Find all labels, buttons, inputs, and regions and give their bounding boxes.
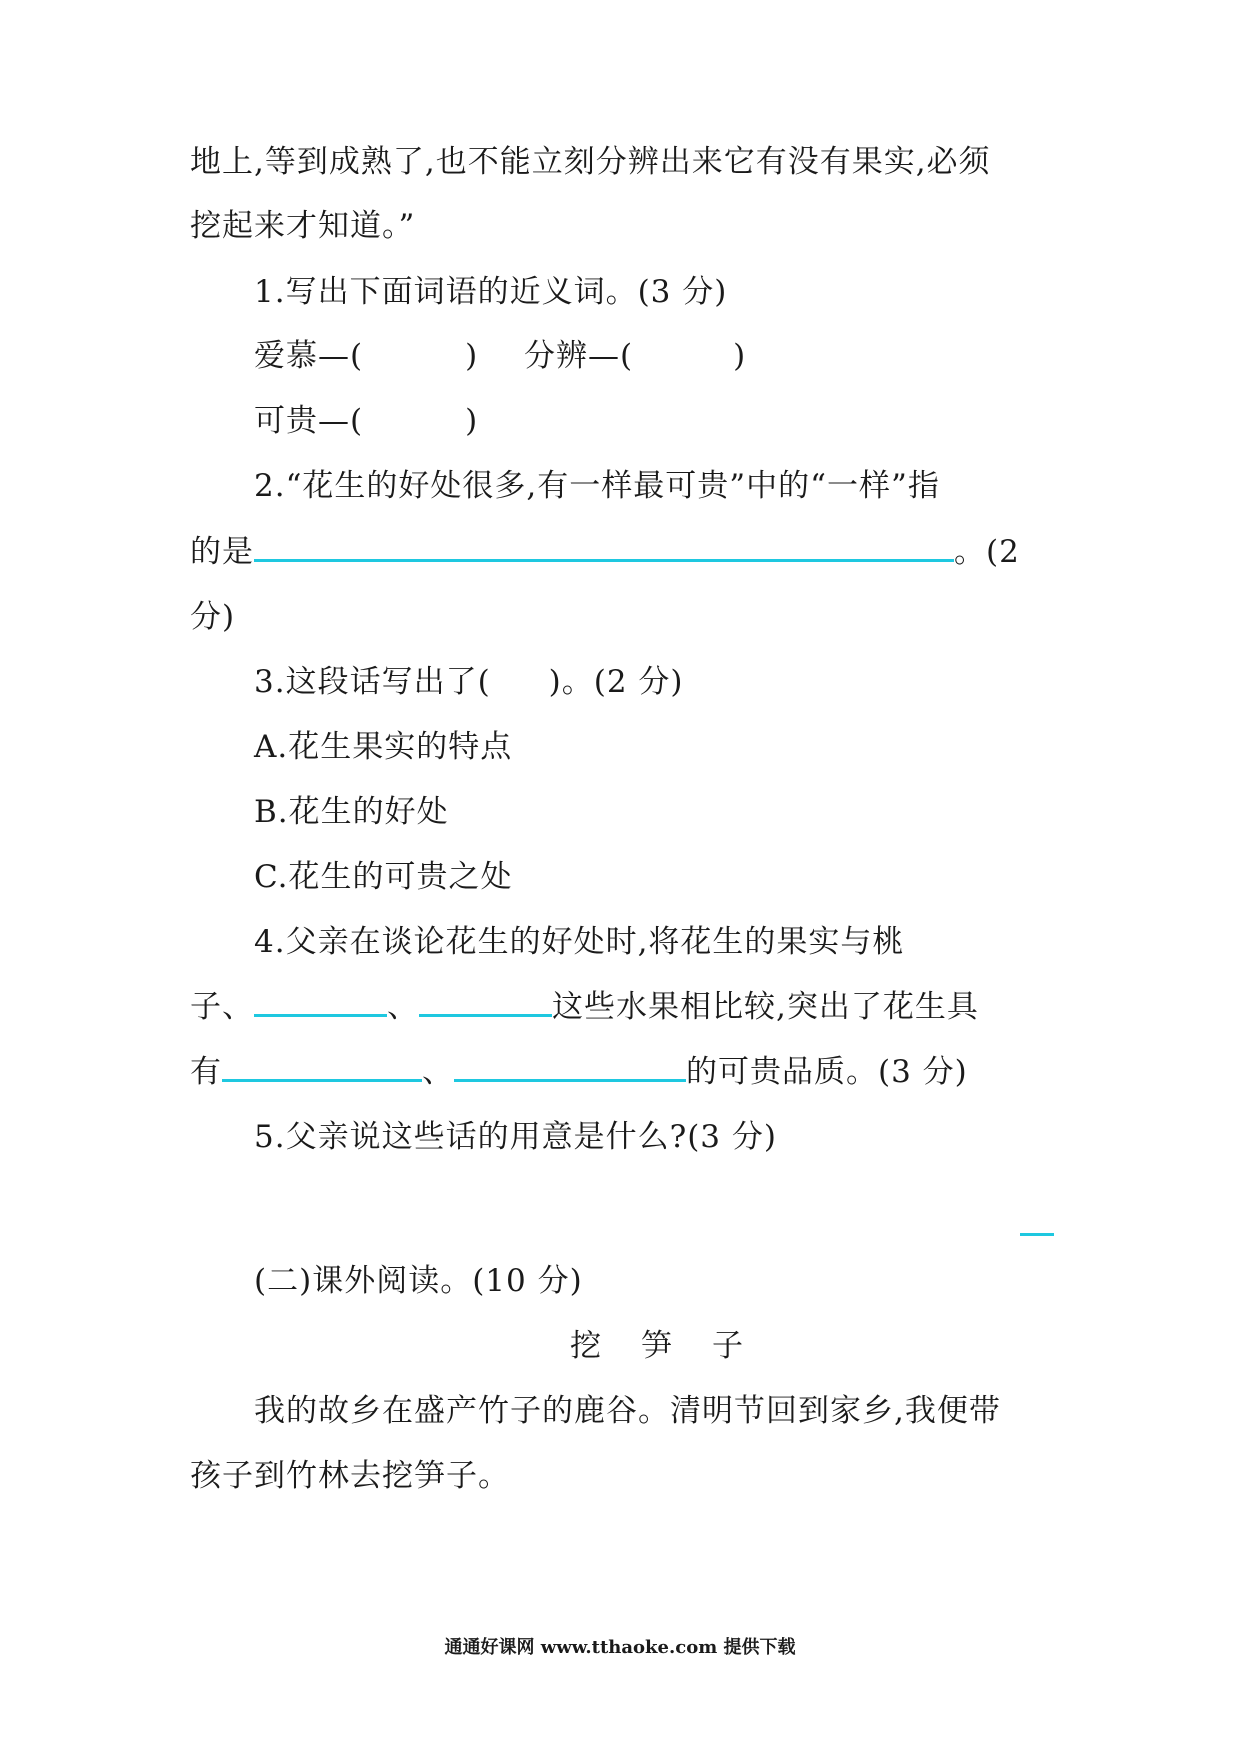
q4-line3-sep: 、	[422, 1054, 454, 1090]
q4-line3-suffix: 的可贵品质。(3 分)	[686, 1054, 968, 1090]
q1-row-1	[254, 336, 478, 376]
article-title-char-2: 笋	[641, 1328, 672, 1364]
footer-source: 通通好课网 www.tthaoke.com 提供下载	[444, 1637, 796, 1658]
q4-line-2	[190, 987, 979, 1027]
q4-line-3	[190, 1052, 968, 1092]
q2-answer-blank[interactable]	[254, 537, 954, 562]
q3-option-a: A.花生果实的特点	[254, 729, 513, 765]
article-title-char-1: 挖	[570, 1328, 601, 1364]
q4-line2-sep: 、	[387, 989, 419, 1025]
q1-row-1b	[524, 336, 746, 376]
passage-line-2: 挖起来才知道。”	[190, 208, 416, 244]
q1-stem: 1.写出下面词语的近义词。(3 分)	[254, 274, 728, 310]
q4-blank-1[interactable]	[254, 992, 387, 1017]
article-para-line-2: 孩子到竹林去挖笋子。	[190, 1458, 510, 1494]
q1-item2-prefix: 分辨—(	[524, 338, 634, 374]
q4-line-1: 4.父亲在谈论花生的好处时,将花生的果实与桃	[254, 924, 905, 960]
q4-blank-2[interactable]	[419, 992, 552, 1017]
q1-item3-prefix: 可贵—(	[254, 403, 364, 439]
q4-line2-suffix: 这些水果相比较,突出了花生具	[552, 989, 979, 1025]
article-title	[570, 1326, 743, 1366]
article-title-char-3: 子	[712, 1328, 743, 1364]
article-para-line-1: 我的故乡在盛产竹子的鹿谷。清明节回到家乡,我便带	[254, 1393, 1001, 1429]
q3-option-b: B.花生的好处	[254, 794, 449, 830]
q2-stem-line-3: 分)	[190, 599, 236, 635]
q1-item2-suffix: )	[733, 338, 747, 374]
q3-stem	[254, 662, 684, 702]
q2-suffix: 。(2	[954, 534, 1020, 570]
q4-blank-3[interactable]	[222, 1057, 422, 1082]
section2-heading: (二)课外阅读。(10 分)	[254, 1263, 583, 1299]
q2-stem-line-2	[190, 532, 1020, 572]
q3-option-c: C.花生的可贵之处	[254, 859, 513, 895]
passage-line-1: 地上,等到成熟了,也不能立刻分辨出来它有没有果实,必须	[190, 144, 991, 180]
q1-item3-suffix: )	[465, 403, 479, 439]
q2-prefix: 的是	[190, 534, 254, 570]
q1-item1-suffix: )	[465, 338, 479, 374]
q3-prefix: 3.这段话写出了(	[254, 664, 491, 700]
q2-stem-line-1: 2.“花生的好处很多,有一样最可贵”中的“一样”指	[254, 468, 940, 504]
q1-row-2	[254, 401, 478, 441]
q4-blank-4[interactable]	[454, 1057, 686, 1082]
q5-stem: 5.父亲说这些话的用意是什么?(3 分)	[254, 1119, 777, 1155]
q4-line2-prefix: 子、	[190, 989, 254, 1025]
q4-line3-prefix: 有	[190, 1054, 222, 1090]
q3-suffix: )。(2 分)	[548, 664, 684, 700]
q5-answer-line-end[interactable]	[1020, 1233, 1054, 1236]
q1-item1-prefix: 爱慕—(	[254, 338, 364, 374]
